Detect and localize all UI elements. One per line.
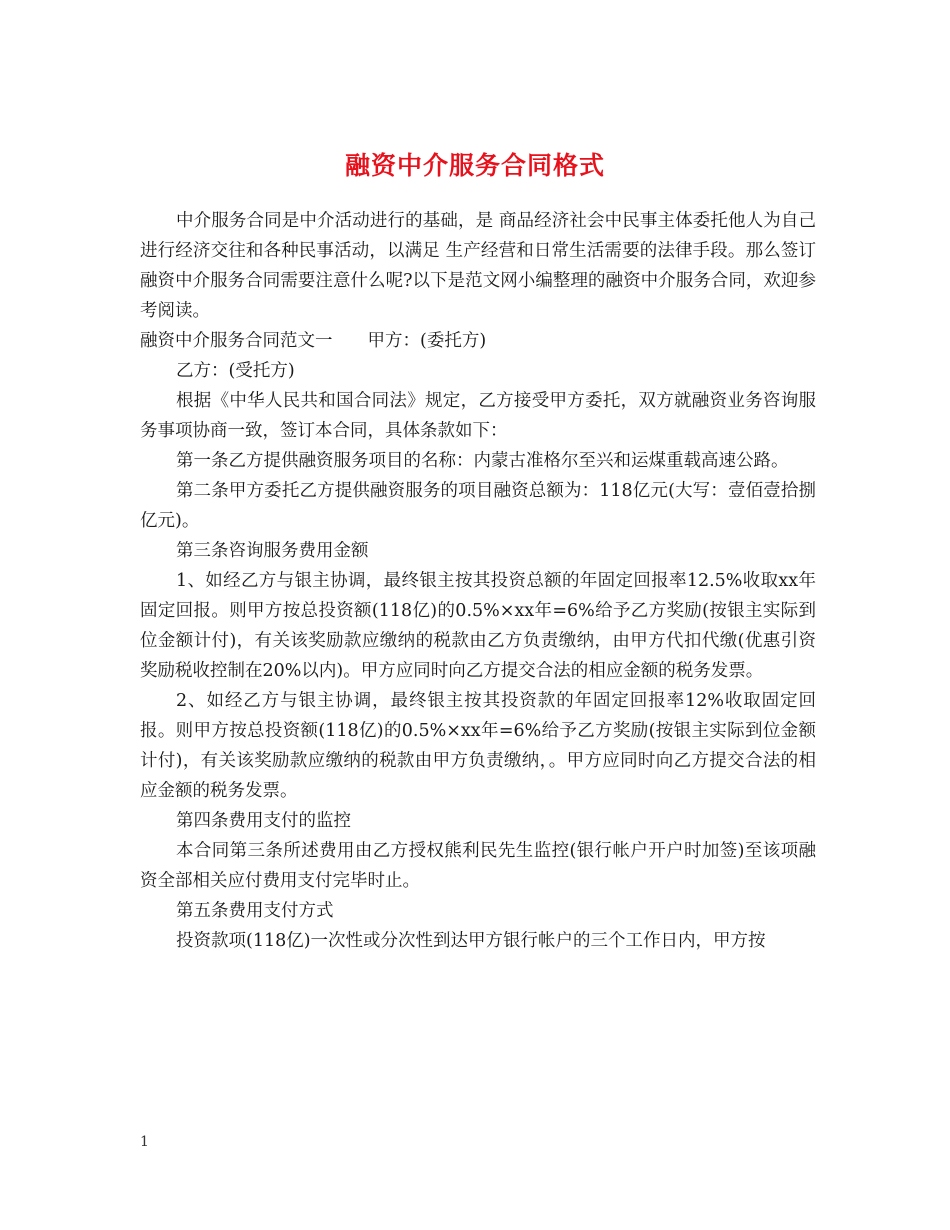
paragraph-contract-heading: 融资中介服务合同范文一 甲方：(委托方) (140, 331, 487, 351)
paragraph-article-5-heading: 第五条费用支付方式 (176, 901, 334, 921)
paragraph-article-3-heading: 第三条咨询服务费用金额 (176, 541, 369, 561)
paragraph-article-4-heading: 第四条费用支付的监控 (176, 811, 351, 831)
paragraph-article-2: 第二条甲方委托乙方提供融资服务的项目融资总额为：118亿元(大写：壹佰壹拾捌亿元)。 (140, 481, 816, 531)
paragraph-article-3-item-1: 1、如经乙方与银主协调，最终银主按其投资总额的年固定回报率12.5%收取xx年固定回报。则甲方按总投资额(118亿)的0.5%×xx年=6%给予乙方奖励(按银主实际到位金额计付)，有关该奖励款应缴纳的税款由乙方负责缴纳，由甲方代扣代缴(优惠引资奖励税收控制在20%以内)。甲方应同时向乙方提交合法的相应金额的税务发票。 (140, 571, 816, 681)
paragraph-article-5-body: 投资款项(118亿)一次性或分次性到达甲方银行帐户的三个工作日内，甲方按 (176, 931, 766, 951)
document-body (140, 206, 816, 956)
document-title: 融资中介服务合同格式 (344, 150, 605, 180)
page-number: 1 (140, 1134, 149, 1150)
paragraph-party-b: 乙方：(受托方) (176, 361, 295, 381)
paragraph-article-3-item-2: 2、如经乙方与银主协调，最终银主按其投资款的年固定回报率12%收取固定回报。则甲方按总投资额(118亿)的0.5%×xx年=6%给予乙方奖励(按银主实际到位金额计付)，有关该奖励款应缴纳的税款由甲方负责缴纳，。甲方应同时向乙方提交合法的相应金额的税务发票。 (140, 691, 816, 801)
paragraph-basis: 根据《中华人民共和国合同法》规定，乙方接受甲方委托，双方就融资业务咨询服务事项协商一致，签订本合同，具体条款如下： (140, 391, 816, 441)
paragraph-article-4-body: 本合同第三条所述费用由乙方授权熊利民先生监控(银行帐户开户时加签)至该项融资全部相关应付费用支付完毕时止。 (140, 841, 816, 891)
paragraph-intro: 中介服务合同是中介活动进行的基础，是 商品经济社会中民事主体委托他人为自己进行经济交往和各种民事活动，以满足 生产经营和日常生活需要的法律手段。那么签订融资中介服务合同需要注意什么呢?以下是范文网小编整理的融资中介服务合同，欢迎参考阅读。 (140, 211, 816, 321)
paragraph-article-1: 第一条乙方提供融资服务项目的名称：内蒙古准格尔至兴和运煤重载高速公路。 (176, 451, 789, 471)
